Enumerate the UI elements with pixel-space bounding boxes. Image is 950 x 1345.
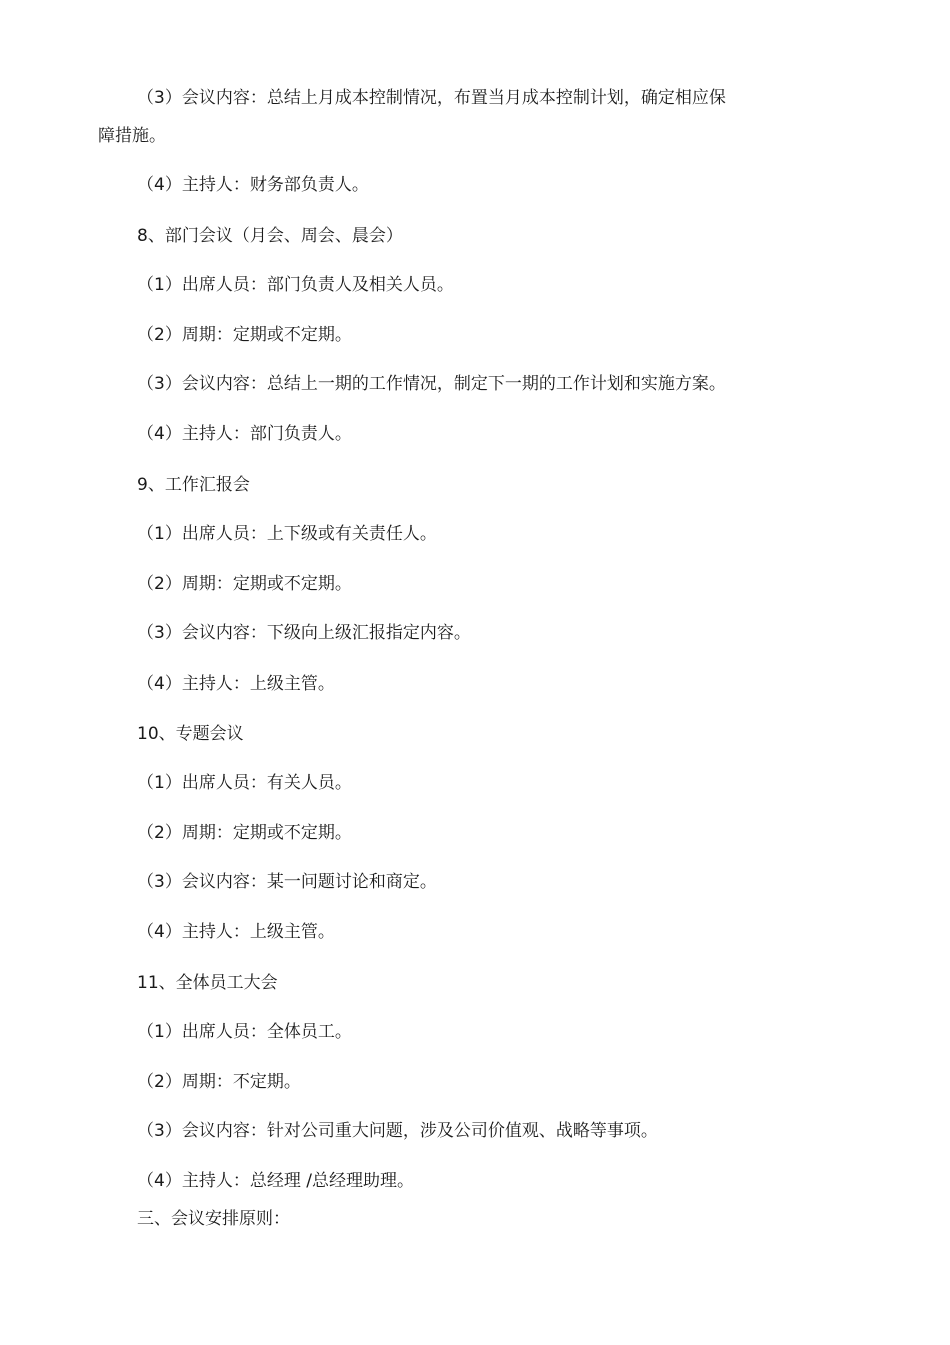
- paragraph-line: （4）主持人：财务部负责人。: [137, 175, 369, 195]
- section-heading: 10、专题会议: [137, 724, 244, 744]
- paragraph-line: （2）周期：不定期。: [137, 1072, 301, 1092]
- paragraph-line: 障措施。: [98, 126, 166, 146]
- paragraph-line: （1）出席人员：全体员工。: [137, 1022, 352, 1042]
- section-heading: 11、全体员工大会: [137, 973, 278, 993]
- paragraph-line: （4）主持人：部门负责人。: [137, 424, 352, 444]
- paragraph-line: （1）出席人员：部门负责人及相关人员。: [137, 275, 454, 295]
- paragraph-line: （3）会议内容：针对公司重大问题，涉及公司价值观、战略等事项。: [137, 1121, 658, 1141]
- paragraph-line: （1）出席人员：上下级或有关责任人。: [137, 524, 437, 544]
- paragraph-line: （2）周期：定期或不定期。: [137, 823, 352, 843]
- paragraph-line: （4）主持人：总经理 /总经理助理。: [137, 1171, 414, 1191]
- section-heading: 8、部门会议（月会、周会、晨会）: [137, 226, 403, 246]
- paragraph-line: （3）会议内容：总结上月成本控制情况，布置当月成本控制计划，确定相应保: [137, 88, 726, 108]
- paragraph-line: （4）主持人：上级主管。: [137, 922, 335, 942]
- paragraph-line: （2）周期：定期或不定期。: [137, 574, 352, 594]
- paragraph-line: （3）会议内容：下级向上级汇报指定内容。: [137, 623, 471, 643]
- paragraph-line: （3）会议内容：总结上一期的工作情况，制定下一期的工作计划和实施方案。: [137, 374, 726, 394]
- section-heading: 三、会议安排原则：: [137, 1209, 290, 1229]
- paragraph-line: （2）周期：定期或不定期。: [137, 325, 352, 345]
- paragraph-line: （4）主持人：上级主管。: [137, 674, 335, 694]
- paragraph-line: （1）出席人员：有关人员。: [137, 773, 352, 793]
- section-heading: 9、工作汇报会: [137, 475, 250, 495]
- paragraph-line: （3）会议内容：某一问题讨论和商定。: [137, 872, 437, 892]
